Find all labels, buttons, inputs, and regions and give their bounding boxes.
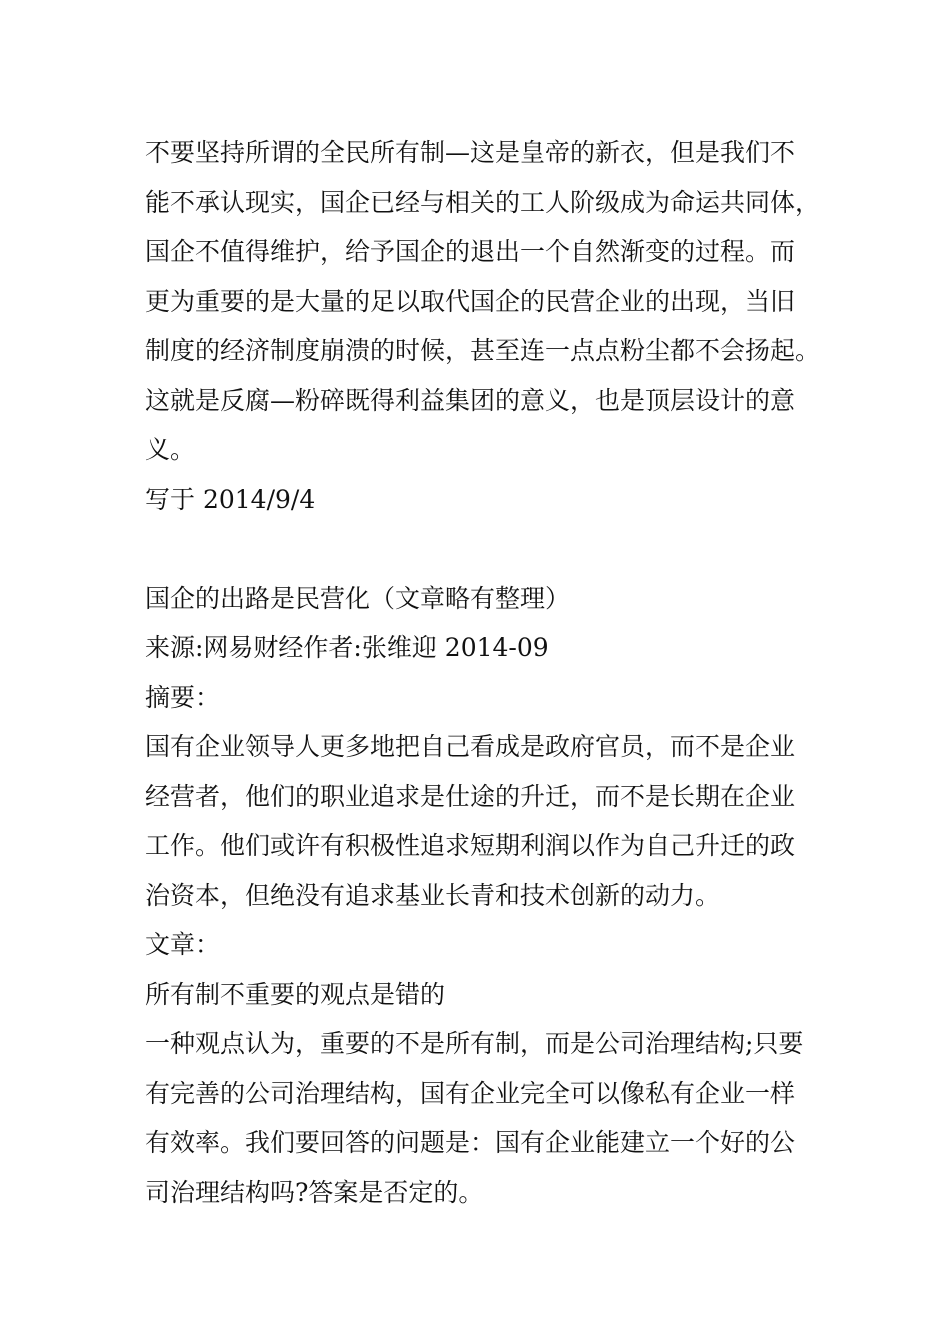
abstract-label: 摘要： — [145, 682, 221, 712]
body-line: 有完善的公司治理结构，国有企业完全可以像私有企业一样 — [145, 1078, 796, 1108]
paragraph-line: 更为重要的是大量的足以取代国企的民营企业的出现，当旧 — [145, 286, 796, 316]
paragraph-line: 国企不值得维护，给予国企的退出一个自然渐变的过程。而 — [145, 237, 796, 266]
article-title: 国企的出路是民营化（文章略有整理） — [145, 583, 571, 613]
abstract-line: 经营者，他们的职业追求是仕途的升迁，而不是长期在企业 — [145, 781, 796, 811]
body-line: 司治理结构吗?答案是否定的。 — [145, 1177, 484, 1207]
body-line: 有效率。我们要回答的问题是：国有企业能建立一个好的公 — [145, 1128, 796, 1157]
paragraph-line: 义。 — [145, 435, 196, 464]
body-line: 一种观点认为，重要的不是所有制，而是公司治理结构;只要 — [145, 1029, 804, 1058]
article-label: 文章： — [145, 930, 221, 959]
paragraph-line: 这就是反腐—粉碎既得利益集团的意义，也是顶层设计的意 — [145, 385, 796, 415]
section-subheading: 所有制不重要的观点是错的 — [145, 979, 446, 1009]
blank-line — [145, 524, 825, 574]
abstract-line: 国有企业领导人更多地把自己看成是政府官员，而不是企业 — [145, 732, 796, 761]
abstract-line: 工作。他们或许有积极性追求短期利润以作为自己升迁的政 — [145, 831, 796, 860]
paragraph-line: 能不承认现实，国企已经与相关的工人阶级成为命运共同体， — [145, 187, 821, 217]
paragraph-line: 不要坚持所谓的全民所有制—这是皇帝的新衣，但是我们不 — [145, 138, 796, 167]
paragraph-line: 制度的经济制度崩溃的时候，甚至连一点点粉尘都不会扬起。 — [145, 336, 821, 365]
article-source: 来源:网易财经作者:张维迎 2014-09 — [145, 633, 549, 662]
document-body — [145, 128, 825, 1217]
written-date: 写于 2014/9/4 — [145, 484, 316, 514]
abstract-line: 治资本，但绝没有追求基业长青和技术创新的动力。 — [145, 880, 721, 910]
